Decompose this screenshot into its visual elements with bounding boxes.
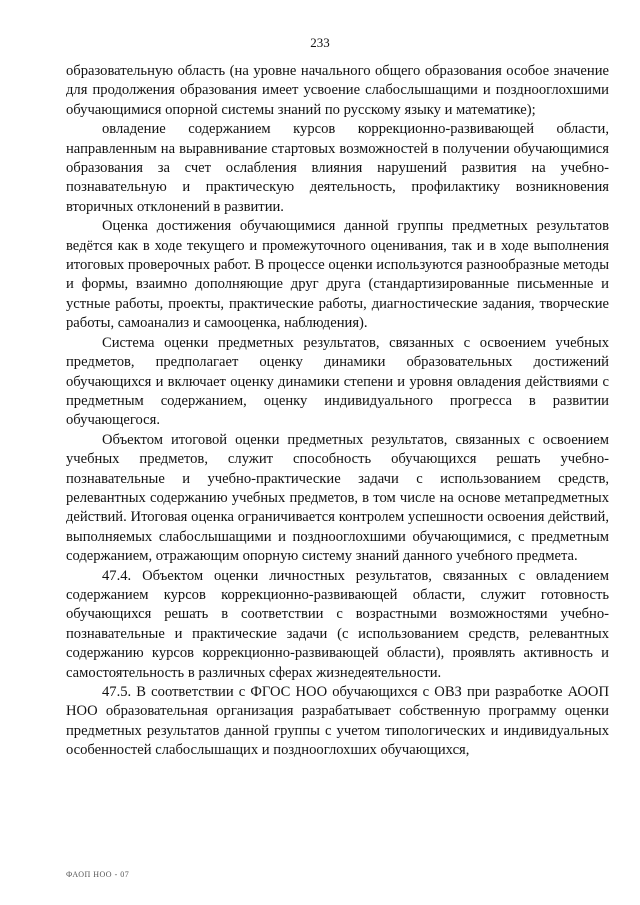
document-body bbox=[66, 62, 609, 761]
paragraph-47-4: 47.4. Объектом оценки личностных результатов, связанных с овладением содержанием курсов коррекционно-развивающей области, служит готовность обучающихся решать в соответствии с возрастными возможностями учебно-познавательные и практические задачи (с использованием средств, релевантных содержанию курсов коррекционно-развивающей области), проявлять активность и самостоятельность в различных сферах жизнедеятельности. bbox=[66, 567, 609, 681]
paragraph-final-assessment: Объектом итоговой оценки предметных результатов, связанных с освоением учебных предметов, служит способность обучающихся решать учебно-познавательные и учебно-практические задачи с использованием средств, релевантных содержанию учебных предметов, в том числе на основе метапредметных действий. Итоговая оценка ограничивается контролем успешности освоения действий, выполняемых слабослышащими и позднооглохшими обучающимися, с предметным содержанием, отражающим опорную систему знаний данного учебного предмета. bbox=[66, 431, 609, 565]
page-number: 233 bbox=[310, 35, 330, 50]
paragraph-assessment-methods: Оценка достижения обучающимися данной группы предметных результатов ведётся как в ходе текущего и промежуточного оценивания, так и в ходе выполнения итоговых проверочных работ. В процессе оценки используются разнообразные методы и формы, взаимно дополняющие друг друга (стандартизированные письменные и устные работы, проекты, практические работы, диагностические задания, творческие работы, самоанализ и самооценка, наблюдения). bbox=[66, 218, 609, 332]
footer-mark: ФАОП НОО - 07 bbox=[66, 870, 130, 879]
paragraph-assessment-system: Система оценки предметных результатов, связанных с освоением учебных предметов, предполагает оценку динамики образовательных достижений обучающихся и включает оценку динамики степени и уровня овладения действиями с предметным содержанием, оценку индивидуального прогресса в развитии обучающегося. bbox=[66, 334, 609, 429]
paragraph-47-5: 47.5. В соответствии с ФГОС НОО обучающихся с ОВЗ при разработке АООП НОО образовательная организация разрабатывает собственную программу оценки предметных результатов данной группы с учетом типологических и индивидуальных особенностей слабослышащих и позднооглохших обучающихся, bbox=[66, 684, 609, 759]
paragraph-continuation: образовательную область (на уровне начального общего образования особое значение для продолжения образования имеет усвоение слабослышащими и позднооглохшими обучающимися опорной системы знаний по русскому языку и математике); bbox=[66, 63, 609, 118]
paragraph-mastery: овладение содержанием курсов коррекционно-развивающей области, направленным на выравнивание стартовых возможностей в получении обучающимися образования за счет ослабления влияния нарушений развития на учебно-познавательную и практическую деятельность, профилактику возникновения вторичных отклонений в развитии. bbox=[66, 121, 609, 215]
